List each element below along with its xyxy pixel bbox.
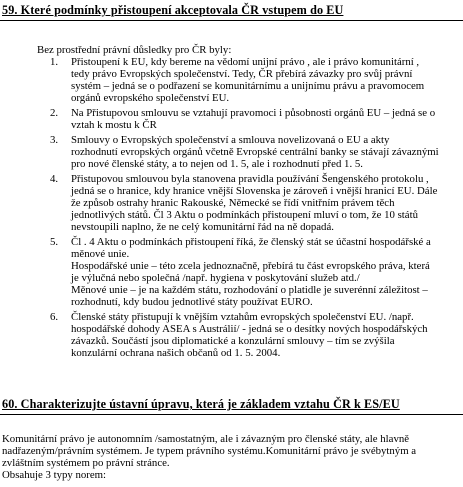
list-item-line: je výlučná nebo společná /např. hygiena v poskytování služeb atd./	[71, 272, 360, 284]
list-item-line: Členské státy přistupují k vnějším vztahům evropských společenství EU. /např.	[71, 311, 414, 323]
list-item-line: Na Přistupovou smlouvu se vztahují pravomoci i působnosti orgánů EU – jedná se o	[71, 107, 436, 119]
question-60-heading: 60. Charakterizujte ústavní úpravu, která je základem vztahu ČR k ES/EU	[2, 397, 400, 411]
list-item	[50, 236, 460, 308]
list-item-line: vztah k mostu k ČR	[71, 119, 157, 131]
list-item-line: systém – jedná se o podřazení se komunitárnímu a unijnímu právu a pravomocem	[71, 80, 425, 92]
list-item-line: nevstoupili naplno, že ne celý komunitární řád na ně dopadá.	[71, 221, 334, 233]
list-item-line: jedná se o hranice, kdy hranice vnější Slovenska je zároveň i vnější hranicí EU. Dále	[71, 185, 438, 197]
list-item-number: 6.	[50, 311, 59, 323]
list-item-line: Čl . 4 Aktu o podmínkách přistoupení říká, že členský stát se účastní hospodářské a	[71, 236, 431, 248]
list-item-line: rozhodnutí evropských orgánů včetně Evropské centrální banky se stávají závaznými	[71, 146, 439, 158]
list-item	[50, 107, 460, 131]
list-item-number: 3.	[50, 134, 59, 146]
list-item	[50, 56, 460, 104]
list-item-line: Smlouvy o Evropských společenství a smlouva novelizovaná o EU a akty	[71, 134, 390, 146]
list-item-number: 4.	[50, 173, 59, 185]
conditions-list	[50, 56, 460, 359]
heading-underline-rule	[0, 414, 463, 415]
list-item-line: měnové unie.	[71, 248, 130, 260]
list-item	[50, 134, 460, 170]
list-item	[50, 311, 460, 359]
list-item-line: hospodářské dohody ASEA s Austrálií/ - jedná se o desítky nových hospodářských	[71, 323, 428, 335]
list-item-line: jednotlivých států. Čl 3 Aktu o podmínkách přistoupení mluví o tom, že 10 států	[71, 209, 418, 221]
list-item-number: 5.	[50, 236, 59, 248]
list-item-line: Hospodářské unie – této zcela jednoznačně, přebírá tu část evropského práva, která	[71, 260, 430, 272]
list-item-line: konzulární ochrana našich občanů od 1. 5. 2004.	[71, 347, 281, 359]
list-item-line: že způsob ostrahy hranic Rakouské, Německé se řídí vnitřním právem těch	[71, 197, 395, 209]
question-59-heading: 59. Které podmínky přistoupení akceptovala ČR vstupem do EU	[2, 3, 344, 17]
list-item-line: Přistupovou smlouvou byla stanovena pravidla používání Šengenského protokolu ,	[71, 173, 429, 185]
list-item-line: pro nové členské státy, a to nejen od 1. 5, ale i rozhodnutí před 1. 5.	[71, 158, 363, 170]
list-item	[50, 173, 460, 233]
list-item-line: orgánů evropského společenství EU.	[71, 92, 230, 104]
paragraph-line: Obsahuje 3 typy norem:	[2, 469, 107, 481]
list-item-number: 2.	[50, 107, 59, 119]
paragraph-line: Komunitární právo je autonomním /samostatným, ale i závazným pro členské státy, ale hlavně	[2, 433, 410, 445]
list-item-line: tedy právo Evropských společenství. Tedy, ČR přebírá závazky pro svůj právní	[71, 68, 413, 80]
paragraph-line: zvláštním systémem po právní stránce.	[2, 457, 170, 469]
list-item-number: 1.	[50, 56, 59, 68]
paragraph-line: nadřazeným/právním systémem. Je typem právního systému.Komunitární právo je svébytným a	[2, 445, 417, 457]
list-item-line: rozhodnutí, kdy budou jednotlivé státy používat EURO.	[71, 296, 313, 308]
question-60-paragraph	[2, 433, 460, 481]
list-item-line: Přistoupení k EU, kdy bereme na vědomí unijní právo , ale i právo komunitární ,	[71, 56, 420, 68]
list-item-line: Měnové unie – je na každém státu, rozhodování o platidle je suverénní záležitost –	[71, 284, 428, 296]
question-59-intro: Bez prostřední právní důsledky pro ČR byly:	[37, 44, 232, 56]
heading-underline-rule	[0, 20, 463, 21]
list-item-line: závazků. Součástí jsou diplomatické a konzulární smlouvy – tím se zvýšila	[71, 335, 395, 347]
